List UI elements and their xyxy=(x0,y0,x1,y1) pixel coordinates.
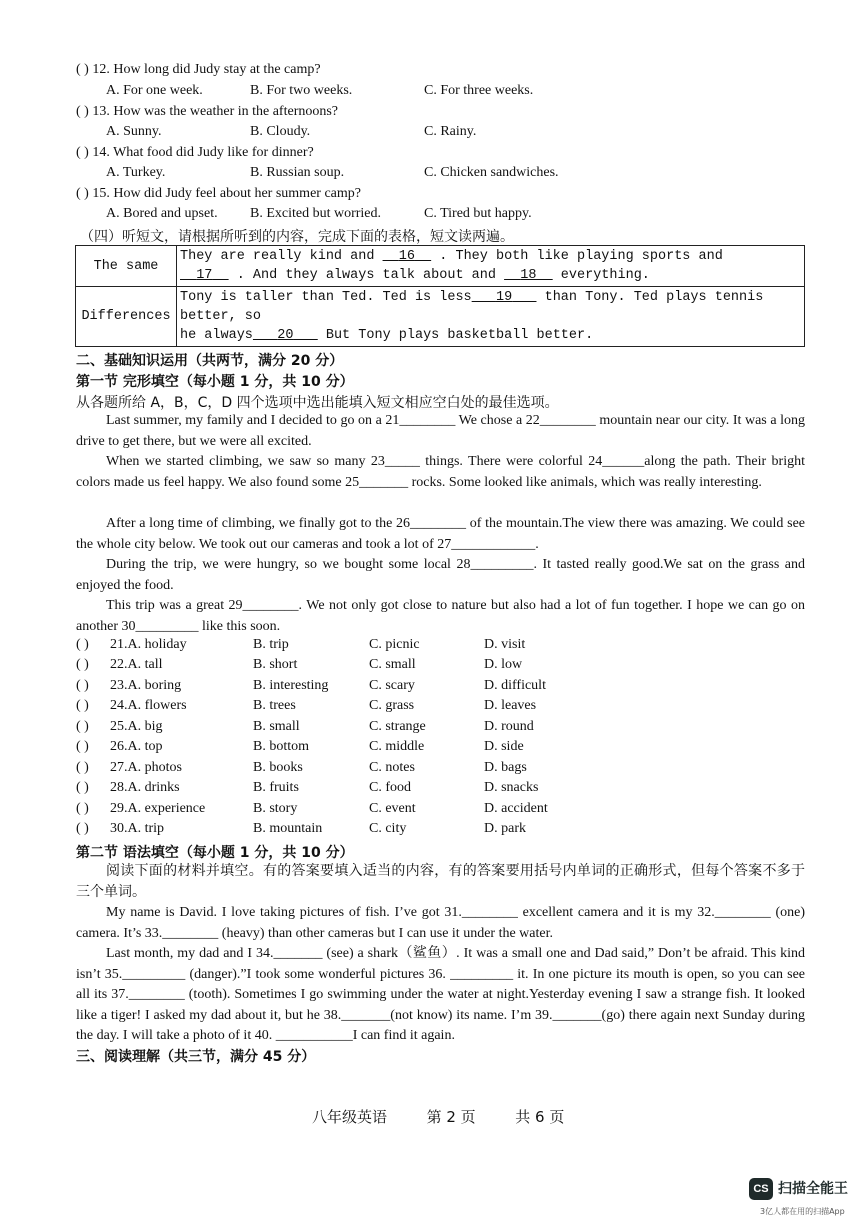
part2-title: 二、基础知识运用（共两节，满分 20 分） xyxy=(76,353,344,369)
option-d: D. round xyxy=(484,719,534,734)
section4-title: （四）听短文，请根据所听到的内容，完成下面的表格，短文读两遍。 xyxy=(80,229,514,245)
option-b: B. books xyxy=(253,760,303,775)
option-b: B. bottom xyxy=(253,739,310,754)
answer-bracket[interactable]: ( ) xyxy=(76,719,89,734)
question-15 xyxy=(76,186,361,202)
option-c: C. notes xyxy=(369,760,415,775)
grammar-paragraph-1: My name is David. I love taking pictures of fish. I’ve got 31.________ excellent camera and it is my 32.________ (one) camera. It’s 33.________ (heavy) than other cameras but I can use it under the water. xyxy=(76,905,805,941)
option-c: C. food xyxy=(369,780,411,795)
page-number: 第 2 页 xyxy=(426,1108,476,1126)
option-a: A. Turkey. xyxy=(106,165,166,180)
scanner-tagline: 3亿人都在用的扫描App xyxy=(760,1207,845,1216)
blank-19[interactable]: 19 xyxy=(495,290,513,305)
option-b: B. short xyxy=(253,657,298,672)
option-c: C. grass xyxy=(369,698,415,713)
question-text: 13. How was the weather in the afternoons? xyxy=(92,104,339,119)
option-b: B. small xyxy=(253,719,300,734)
option-a: 25.A. big xyxy=(110,719,163,734)
subject-label: 八年级英语 xyxy=(312,1108,388,1126)
question-13 xyxy=(76,104,338,120)
cloze-title: 第一节 完形填空（每小题 1 分，共 10 分） xyxy=(76,374,354,390)
option-d: D. bags xyxy=(484,760,527,775)
answer-bracket[interactable]: ( ) xyxy=(76,657,89,672)
listening-table xyxy=(75,245,805,347)
answer-bracket[interactable]: ( ) xyxy=(76,104,89,119)
cloze-paragraph-2: When we started climbing, we saw so many 23_____ things. There were colorful 24______along the path. Their bright colors made us feel happy. We also found some 25_______ rocks. Some looked like animals, which was really interesting. xyxy=(76,454,805,490)
part3-title: 三、阅读理解（共三节，满分 45 分） xyxy=(76,1049,316,1065)
answer-bracket[interactable]: ( ) xyxy=(76,637,89,652)
answer-bracket[interactable]: ( ) xyxy=(76,801,89,816)
row-content: Tony is taller than Ted. Ted is less 19 than Tony. Ted plays tennis better, so he always 20 But Tony plays basketball better. xyxy=(177,287,805,347)
table-row-same xyxy=(76,246,805,287)
scanner-logo-icon: CS xyxy=(749,1178,773,1200)
option-a: 28.A. drinks xyxy=(110,780,180,795)
answer-bracket[interactable]: ( ) xyxy=(76,821,89,836)
blank-16[interactable]: 16 xyxy=(398,249,415,264)
option-b: B. trip xyxy=(253,637,289,652)
question-text: 12. How long did Judy stay at the camp? xyxy=(92,62,321,77)
option-c: C. event xyxy=(369,801,416,816)
row-header: Differences xyxy=(76,287,177,347)
option-c: C. picnic xyxy=(369,637,420,652)
option-c: C. strange xyxy=(369,719,426,734)
grammar-title: 第二节 语法填空（每小题 1 分，共 10 分） xyxy=(76,845,354,861)
question-14 xyxy=(76,145,314,161)
option-d: D. difficult xyxy=(484,678,546,693)
option-a: A. Bored and upset. xyxy=(106,206,218,221)
option-b: B. mountain xyxy=(253,821,323,836)
option-c: C. Chicken sandwiches. xyxy=(424,165,559,180)
page-footer xyxy=(312,1106,564,1127)
blank-20[interactable]: 20 xyxy=(277,328,294,343)
option-b: B. story xyxy=(253,801,298,816)
option-b: B. Russian soup. xyxy=(250,165,345,180)
question-text: 15. How did Judy feel about her summer camp? xyxy=(92,186,361,201)
option-a: 24.A. flowers xyxy=(110,698,187,713)
blank-17[interactable]: 17 xyxy=(196,268,213,283)
option-a: 21.A. holiday xyxy=(110,637,187,652)
cloze-paragraph-5: This trip was a great 29________. We not only got close to nature but also had a lot of fun together. I hope we can go on another 30_________ like this soon. xyxy=(76,598,805,634)
option-a: 29.A. experience xyxy=(110,801,206,816)
option-d: D. accident xyxy=(484,801,548,816)
option-a: 23.A. boring xyxy=(110,678,182,693)
answer-bracket[interactable]: ( ) xyxy=(76,698,89,713)
total-pages: 共 6 页 xyxy=(515,1108,565,1126)
blank-18[interactable]: 18 xyxy=(520,268,537,283)
option-a: 22.A. tall xyxy=(110,657,163,672)
cloze-instructions: 从各题所给 A，B，C，D 四个选项中选出能填入短文相应空白处的最佳选项。 xyxy=(76,395,559,411)
option-b: B. Excited but worried. xyxy=(250,206,382,221)
answer-bracket[interactable]: ( ) xyxy=(76,760,89,775)
option-a: 26.A. top xyxy=(110,739,163,754)
option-c: C. small xyxy=(369,657,416,672)
option-b: B. interesting xyxy=(253,678,329,693)
answer-bracket[interactable]: ( ) xyxy=(76,145,89,160)
answer-bracket[interactable]: ( ) xyxy=(76,186,89,201)
option-b: B. For two weeks. xyxy=(250,83,353,98)
option-a: 27.A. photos xyxy=(110,760,182,775)
answer-bracket[interactable]: ( ) xyxy=(76,739,89,754)
table-row-differences xyxy=(76,287,805,347)
option-c: C. Tired but happy. xyxy=(424,206,532,221)
answer-bracket[interactable]: ( ) xyxy=(76,780,89,795)
option-d: D. side xyxy=(484,739,524,754)
grammar-instructions: 阅读下面的材料并填空。有的答案要填入适当的内容，有的答案要用括号内单词的正确形式，但每个答案不多于三个单词。 xyxy=(76,863,805,900)
option-a: A. For one week. xyxy=(106,83,203,98)
option-c: C. Rainy. xyxy=(424,124,477,139)
cloze-paragraph-4: During the trip, we were hungry, so we bought some local 28_________. It tasted really good.We sat on the grass and enjoyed the food. xyxy=(76,557,805,593)
option-d: D. low xyxy=(484,657,523,672)
answer-bracket[interactable]: ( ) xyxy=(76,678,89,693)
option-c: C. city xyxy=(369,821,407,836)
question-12 xyxy=(76,62,321,78)
option-c: C. middle xyxy=(369,739,425,754)
option-b: B. fruits xyxy=(253,780,299,795)
question-text: 14. What food did Judy like for dinner? xyxy=(92,145,314,160)
option-a: 30.A. trip xyxy=(110,821,165,836)
cloze-paragraph-3: After a long time of climbing, we finally got to the 26________ of the mountain.The view there was amazing. We could see the whole city below. We took out our cameras and took a lot of 27____________. xyxy=(76,516,805,552)
option-c: C. scary xyxy=(369,678,415,693)
option-d: D. snacks xyxy=(484,780,539,795)
option-b: B. Cloudy. xyxy=(250,124,311,139)
scanner-name: 扫描全能王 xyxy=(778,1181,848,1197)
option-b: B. trees xyxy=(253,698,296,713)
row-header: The same xyxy=(76,246,177,287)
answer-bracket[interactable]: ( ) xyxy=(76,62,89,77)
option-d: D. leaves xyxy=(484,698,537,713)
option-d: D. visit xyxy=(484,637,526,652)
option-a: A. Sunny. xyxy=(106,124,162,139)
option-c: C. For three weeks. xyxy=(424,83,534,98)
grammar-paragraph-2: Last month, my dad and I 34._______ (see) a shark（鲨鱼）. It was a small one and Dad said,” Don’t be afraid. This kind isn’t 35._________ (danger).”I took some wonderful pictures 36. _________ it. In one picture its mouth is open, so you can see all its 37.________ (tooth). Sometimes I go swimming under the water at night.Yesterday evening I saw a strange fish. It looked like a tiger! I asked my dad about it, but he 38._______(not know) its name. I’m 39._______(go) there again next Sunday during the day. I will take a photo of it 40. ___________I can find it again. xyxy=(76,946,805,1044)
row-content: They are really kind and 16 . They both like playing sports and 17 . And they always talk about and 18 everything. xyxy=(177,246,805,287)
option-d: D. park xyxy=(484,821,526,836)
cloze-paragraph-1: Last summer, my family and I decided to go on a 21________ We chose a 22________ mountain near our city. It was a long drive to get there, but we were all excited. xyxy=(76,413,805,449)
